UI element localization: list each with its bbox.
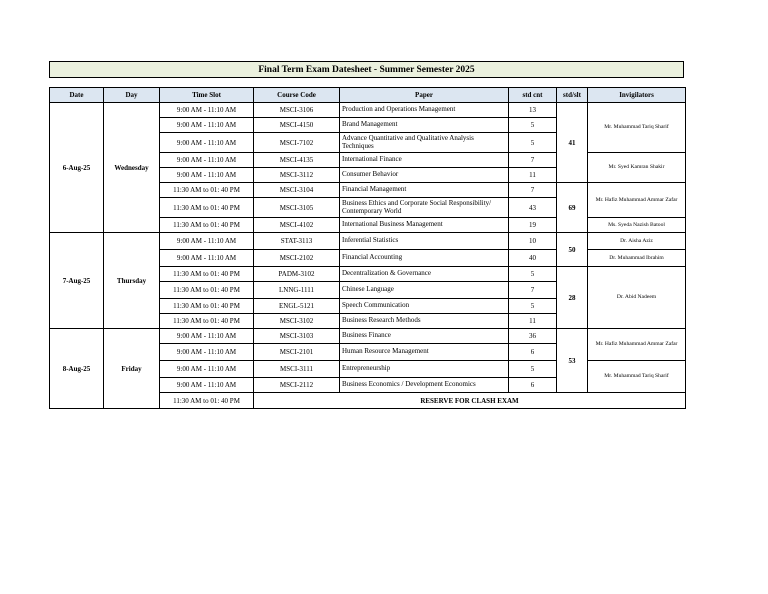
std-slt-cell: 41 bbox=[557, 103, 588, 183]
std-cnt-cell: 7 bbox=[509, 153, 557, 168]
paper-cell: Business Ethics and Corporate Social Responsibility/ Contemporary World bbox=[340, 198, 509, 218]
paper-cell: Business Research Methods bbox=[340, 314, 509, 329]
std-slt-cell: 28 bbox=[557, 267, 588, 329]
table-row bbox=[50, 233, 686, 250]
paper-cell: Brand Management bbox=[340, 118, 509, 133]
time-slot-cell: 9:00 AM - 11:10 AM bbox=[160, 103, 254, 118]
std-slt-cell: 53 bbox=[557, 329, 588, 393]
invigilator-cell: Mr. Hafiz Muhammad Ammar Zafar bbox=[588, 183, 686, 218]
std-cnt-cell: 10 bbox=[509, 233, 557, 250]
paper-cell: Inferential Statistics bbox=[340, 233, 509, 250]
std-slt-cell: 69 bbox=[557, 183, 588, 233]
std-cnt-cell: 5 bbox=[509, 267, 557, 282]
std-cnt-cell: 6 bbox=[509, 344, 557, 361]
std-cnt-cell: 5 bbox=[509, 299, 557, 314]
std-cnt-cell: 40 bbox=[509, 250, 557, 267]
header-paper: Paper bbox=[340, 88, 509, 103]
paper-cell: Financial Accounting bbox=[340, 250, 509, 267]
course-code-cell: MSCI-2112 bbox=[254, 378, 340, 393]
time-slot-cell: 11:30 AM to 01: 40 PM bbox=[160, 393, 254, 409]
course-code-cell: MSCI-7102 bbox=[254, 133, 340, 153]
time-slot-cell: 11:30 AM to 01: 40 PM bbox=[160, 218, 254, 233]
time-slot-cell: 9:00 AM - 11:10 AM bbox=[160, 133, 254, 153]
std-cnt-cell: 5 bbox=[509, 133, 557, 153]
day-cell: Wednesday bbox=[104, 103, 160, 233]
paper-cell: Consumer Behavior bbox=[340, 168, 509, 183]
datesheet-title: Final Term Exam Datesheet - Summer Semester 2025 bbox=[49, 61, 684, 78]
date-cell: 6-Aug-25 bbox=[50, 103, 104, 233]
course-code-cell: MSCI-2101 bbox=[254, 344, 340, 361]
day-cell: Friday bbox=[104, 329, 160, 409]
std-cnt-cell: 11 bbox=[509, 168, 557, 183]
std-cnt-cell: 11 bbox=[509, 314, 557, 329]
date-cell: 7-Aug-25 bbox=[50, 233, 104, 329]
time-slot-cell: 9:00 AM - 11:10 AM bbox=[160, 118, 254, 133]
day-cell: Thursday bbox=[104, 233, 160, 329]
paper-cell: Speech Communication bbox=[340, 299, 509, 314]
course-code-cell: MSCI-3103 bbox=[254, 329, 340, 344]
paper-cell: Business Finance bbox=[340, 329, 509, 344]
paper-cell: International Finance bbox=[340, 153, 509, 168]
header-invigilators: Invigilators bbox=[588, 88, 686, 103]
course-code-cell: MSCI-4135 bbox=[254, 153, 340, 168]
time-slot-cell: 9:00 AM - 11:10 AM bbox=[160, 250, 254, 267]
time-slot-cell: 11:30 AM to 01: 40 PM bbox=[160, 314, 254, 329]
invigilator-cell: Mr. Syed Kamran Shakir bbox=[588, 153, 686, 183]
std-cnt-cell: 6 bbox=[509, 378, 557, 393]
header-course-code: Course Code bbox=[254, 88, 340, 103]
invigilator-cell: Dr. Abid Nadeem bbox=[588, 267, 686, 329]
paper-cell: Decentralization & Governance bbox=[340, 267, 509, 282]
time-slot-cell: 11:30 AM to 01: 40 PM bbox=[160, 183, 254, 198]
course-code-cell: MSCI-3104 bbox=[254, 183, 340, 198]
table-row bbox=[50, 103, 686, 118]
invigilator-cell: Mr. Muhammad Tariq Sharif bbox=[588, 103, 686, 153]
paper-cell: Business Economics / Development Economics bbox=[340, 378, 509, 393]
header-row bbox=[50, 88, 686, 103]
time-slot-cell: 9:00 AM - 11:10 AM bbox=[160, 153, 254, 168]
time-slot-cell: 9:00 AM - 11:10 AM bbox=[160, 329, 254, 344]
date-cell: 8-Aug-25 bbox=[50, 329, 104, 409]
course-code-cell: MSCI-2102 bbox=[254, 250, 340, 267]
invigilator-cell: Dr. Muhammad Ibrahim bbox=[588, 250, 686, 267]
paper-cell: International Business Management bbox=[340, 218, 509, 233]
datesheet-table bbox=[49, 87, 686, 409]
course-code-cell: MSCI-3106 bbox=[254, 103, 340, 118]
course-code-cell: MSCI-3105 bbox=[254, 198, 340, 218]
header-date: Date bbox=[50, 88, 104, 103]
paper-cell: Human Resource Management bbox=[340, 344, 509, 361]
time-slot-cell: 9:00 AM - 11:10 AM bbox=[160, 344, 254, 361]
course-code-cell: ENGL-5121 bbox=[254, 299, 340, 314]
invigilator-cell: Mr. Hafiz Muhammad Ammar Zafar bbox=[588, 329, 686, 361]
course-code-cell: MSCI-3111 bbox=[254, 361, 340, 378]
std-cnt-cell: 36 bbox=[509, 329, 557, 344]
time-slot-cell: 9:00 AM - 11:10 AM bbox=[160, 233, 254, 250]
course-code-cell: MSCI-3102 bbox=[254, 314, 340, 329]
time-slot-cell: 11:30 AM to 01: 40 PM bbox=[160, 299, 254, 314]
std-cnt-cell: 5 bbox=[509, 118, 557, 133]
time-slot-cell: 11:30 AM to 01: 40 PM bbox=[160, 267, 254, 282]
paper-cell: Chinese Language bbox=[340, 282, 509, 299]
header-time-slot: Time Slot bbox=[160, 88, 254, 103]
clash-exam-label: RESERVE FOR CLASH EXAM bbox=[254, 393, 686, 409]
time-slot-cell: 9:00 AM - 11:10 AM bbox=[160, 168, 254, 183]
course-code-cell: MSCI-4150 bbox=[254, 118, 340, 133]
time-slot-cell: 11:30 AM to 01: 40 PM bbox=[160, 198, 254, 218]
header-std-cnt: std cnt bbox=[509, 88, 557, 103]
header-std-slt: std/slt bbox=[557, 88, 588, 103]
table-row bbox=[50, 329, 686, 344]
invigilator-cell: Dr. Aisha Aziz bbox=[588, 233, 686, 250]
std-cnt-cell: 13 bbox=[509, 103, 557, 118]
time-slot-cell: 9:00 AM - 11:10 AM bbox=[160, 378, 254, 393]
paper-cell: Financial Management bbox=[340, 183, 509, 198]
course-code-cell: LNNG-1111 bbox=[254, 282, 340, 299]
std-cnt-cell: 7 bbox=[509, 183, 557, 198]
time-slot-cell: 11:30 AM to 01: 40 PM bbox=[160, 282, 254, 299]
course-code-cell: MSCI-4102 bbox=[254, 218, 340, 233]
paper-cell: Entrepreneurship bbox=[340, 361, 509, 378]
course-code-cell: STAT-3113 bbox=[254, 233, 340, 250]
header-day: Day bbox=[104, 88, 160, 103]
course-code-cell: PADM-3102 bbox=[254, 267, 340, 282]
paper-cell: Production and Operations Management bbox=[340, 103, 509, 118]
paper-cell: Advance Quantitative and Qualitative Analysis Techniques bbox=[340, 133, 509, 153]
std-cnt-cell: 7 bbox=[509, 282, 557, 299]
std-cnt-cell: 5 bbox=[509, 361, 557, 378]
std-cnt-cell: 19 bbox=[509, 218, 557, 233]
time-slot-cell: 9:00 AM - 11:10 AM bbox=[160, 361, 254, 378]
course-code-cell: MSCI-3112 bbox=[254, 168, 340, 183]
invigilator-cell: Mr. Muhammad Tariq Sharif bbox=[588, 361, 686, 393]
std-cnt-cell: 43 bbox=[509, 198, 557, 218]
invigilator-cell: Ms. Syeda Nazish Batool bbox=[588, 218, 686, 233]
std-slt-cell: 50 bbox=[557, 233, 588, 267]
